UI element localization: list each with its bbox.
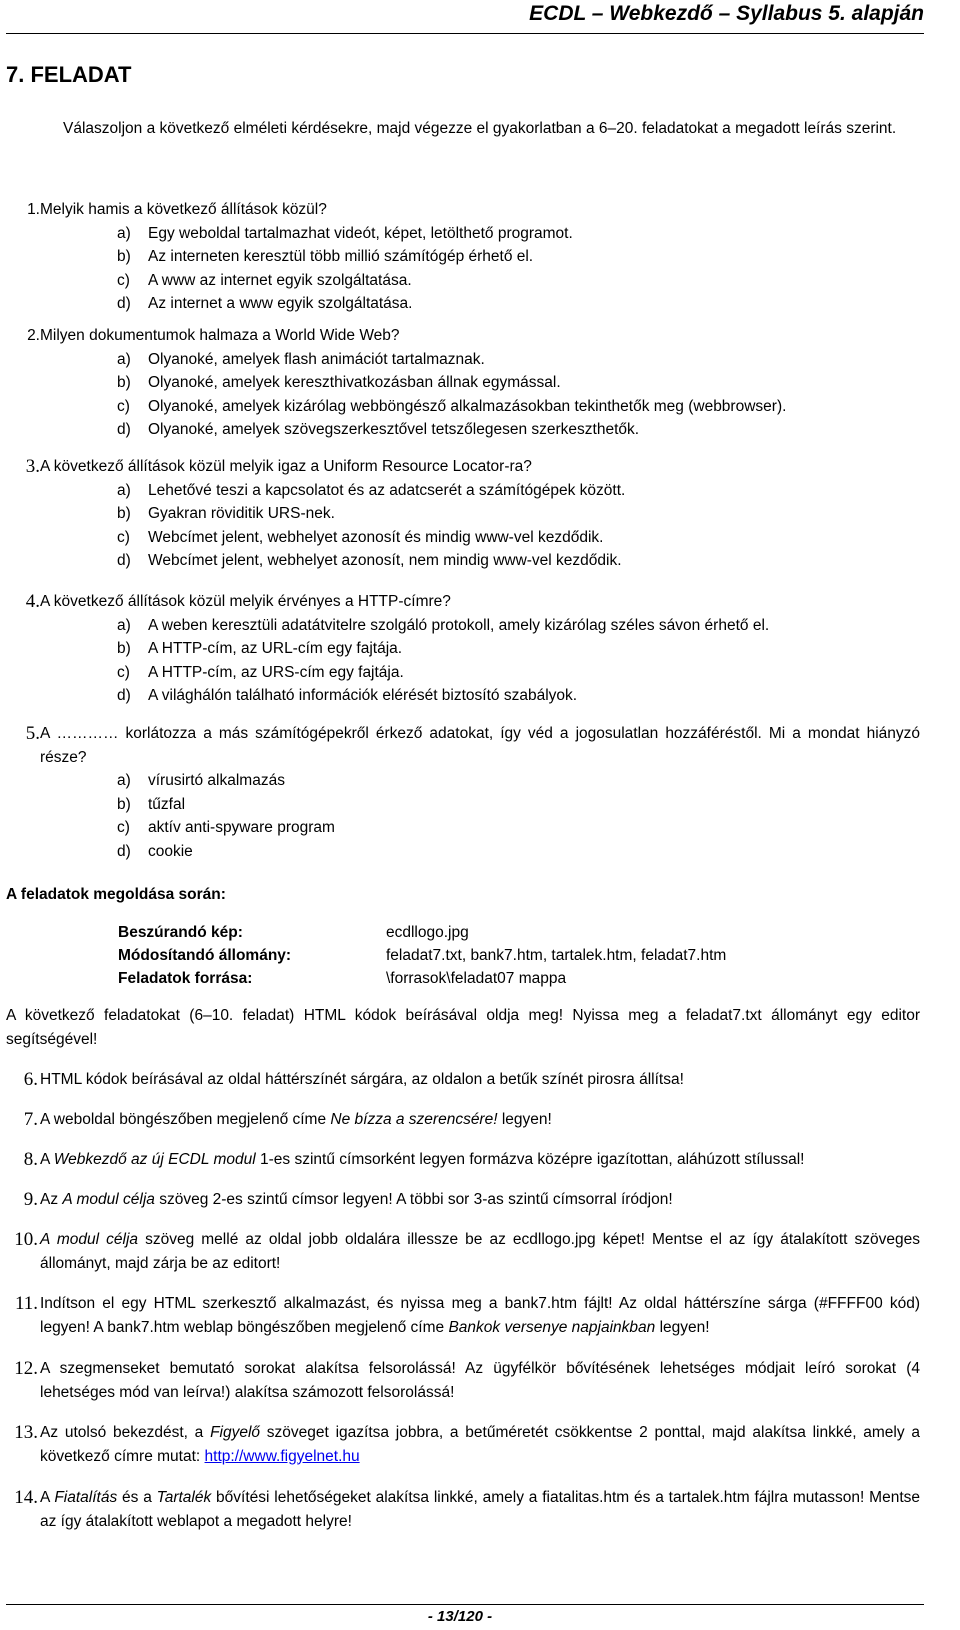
question-1: [0, 198, 960, 316]
task-7: [0, 1108, 960, 1132]
option-text: Olyanoké, amelyek kizárólag webböngésző alkalmazásokban tekinthetők meg (webbrowser).: [148, 397, 787, 415]
option-letter: c): [117, 819, 130, 837]
option-text: Webcímet jelent, webhelyet azonosít és mindig www-vel kezdődik.: [148, 528, 604, 546]
option-text: cookie: [148, 842, 193, 860]
question-number: 3.: [25, 456, 40, 477]
task-number: 8.: [23, 1149, 38, 1170]
option-row: [0, 371, 960, 395]
option-row: [0, 549, 960, 573]
file-label: Beszúrandó kép:: [118, 924, 243, 941]
task-text: A weboldal böngészőben megjelenő címe Ne bízza a szerencsére! legyen!: [40, 1111, 552, 1128]
file-label: Módosítandó állomány:: [118, 947, 292, 964]
task-text: A Fiatalítás és a Tartalék bővítési lehetőségeket alakítsa linkké, amely a fiatalitas.htm és a tartalek.htm fájlra mutasson! Mentse az így átalakított weblapot a megadott helyre!: [40, 1489, 921, 1530]
option-letter: d): [117, 842, 131, 860]
question-4: [0, 590, 960, 708]
option-letter: b): [117, 640, 131, 658]
intro-paragraph: Válaszoljon a következő elméleti kérdésekre, majd végezze el gyakorlatban a 6–20. feladatokat a megadott leírás szerint.: [63, 120, 897, 137]
question-text: A következő állítások közül melyik érvényes a HTTP-címre?: [40, 593, 451, 610]
option-row: [0, 614, 960, 638]
question-text: A ………… korlátozza a más számítógépekről érkező adatokat, így véd a jogosulatlan hozzáféréstől. Mi a mondat hiányzó része?: [40, 725, 920, 766]
task-number: 11.: [14, 1293, 38, 1314]
option-row: [0, 222, 960, 246]
option-text: A HTTP-cím, az URL-cím egy fajtája.: [148, 640, 403, 658]
file-value: ecdllogo.jpg: [386, 924, 469, 941]
option-text: A HTTP-cím, az URS-cím egy fajtája.: [148, 663, 404, 681]
option-text: Az interneten keresztül több millió számítógép érhető el.: [148, 248, 534, 266]
task-12: [0, 1357, 960, 1404]
option-letter: c): [117, 663, 130, 681]
option-text: Olyanoké, amelyek kereszthivatkozásban állnak egymással.: [148, 374, 561, 392]
document-header: ECDL – Webkezdő – Syllabus 5. alapján: [529, 2, 924, 25]
task-number: 13.: [14, 1422, 38, 1443]
option-text: A weben keresztüli adatátvitelre szolgáló protokoll, amely kizárólag széles sávon érhető el.: [148, 616, 770, 634]
task-6: [0, 1068, 960, 1092]
option-text: Olyanoké, amelyek szövegszerkesztővel tetszőlegesen szerkeszthetők.: [148, 421, 640, 439]
option-row: [0, 793, 960, 817]
question-3: [0, 455, 960, 573]
option-letter: a): [117, 350, 131, 368]
page-number: - 13/120 -: [427, 1608, 493, 1625]
file-table: [118, 921, 818, 990]
option-letter: a): [117, 772, 131, 790]
task-8: [0, 1148, 960, 1172]
option-row: [0, 292, 960, 316]
option-row: [0, 769, 960, 793]
option-row: [0, 479, 960, 503]
option-letter: c): [117, 397, 130, 415]
file-row: [118, 944, 818, 967]
task-number: 9.: [23, 1189, 38, 1210]
option-row: [0, 418, 960, 442]
option-text: vírusirtó alkalmazás: [148, 772, 285, 790]
option-row: [0, 502, 960, 526]
task-text: A szegmenseket bemutató sorokat alakítsa felsorolássá! Az ügyfélkör bővítésének lehetséges módjait leíró sorokat (4 lehetséges mód van leírva!) alakítsa számozott felsorolássá!: [40, 1360, 920, 1401]
option-text: Az internet a www egyik szolgáltatása.: [148, 295, 413, 313]
option-letter: c): [117, 271, 130, 289]
option-text: Gyakran röviditik URS-nek.: [148, 505, 335, 523]
page-title: 7. FELADAT: [6, 62, 132, 87]
option-row: [0, 269, 960, 293]
option-text: aktív anti-spyware program: [148, 819, 335, 837]
header-divider: [6, 33, 924, 34]
option-row: [0, 816, 960, 840]
file-value: \forrasok\feladat07 mappa: [386, 970, 567, 987]
task-number: 6.: [23, 1069, 38, 1090]
task-number: 7.: [23, 1109, 38, 1130]
task-number: 10.: [14, 1229, 38, 1250]
task-9: [0, 1188, 960, 1212]
task-text: Indítson el egy HTML szerkesztő alkalmazást, és nyissa meg a bank7.htm fájlt! Az oldal háttérszíne sárga (#FFFF00 kód) legyen! A bank7.htm weblap böngészőben megjelenő címe Bankok versenye napjainkban legyen!: [40, 1295, 920, 1336]
option-letter: a): [117, 224, 131, 242]
solution-heading: A feladatok megoldása során:: [6, 886, 226, 903]
option-letter: c): [117, 528, 130, 546]
file-row: [118, 967, 818, 990]
option-text: A www az internet egyik szolgáltatása.: [148, 271, 412, 289]
option-letter: b): [117, 505, 131, 523]
question-5: [0, 722, 960, 864]
question-number: 1.: [27, 201, 40, 218]
task-14: [0, 1486, 960, 1533]
instructions-paragraph: A következő feladatokat (6–10. feladat) HTML kódok beírásával oldja meg! Nyissa meg a feladat7.txt állományt egy editor segítségével!: [6, 1007, 920, 1048]
question-text: A következő állítások közül melyik igaz a Uniform Resource Locator-ra?: [40, 458, 532, 475]
figyelnet-link[interactable]: http://www.figyelnet.hu: [204, 1447, 360, 1465]
question-number: 2.: [27, 327, 40, 344]
option-text: Lehetővé teszi a kapcsolatot és az adatcserét a számítógépek között.: [148, 481, 626, 499]
option-letter: b): [117, 248, 131, 266]
task-13: [0, 1421, 960, 1468]
task-text: A modul célja szöveg mellé az oldal jobb oldalára illessze be az ecdllogo.jpg képet! Mentse el az így átalakított szöveges állományt, majd zárja be az editort!: [40, 1231, 920, 1272]
option-letter: d): [117, 421, 131, 439]
file-value: feladat7.txt, bank7.htm, tartalek.htm, feladat7.htm: [386, 947, 727, 964]
option-letter: d): [117, 295, 131, 313]
option-text: Egy weboldal tartalmazhat videót, képet, letölthető programot.: [148, 224, 573, 242]
footer-divider: [6, 1604, 924, 1605]
option-letter: b): [117, 374, 131, 392]
option-row: [0, 684, 960, 708]
task-text: A Webkezdő az új ECDL modul 1-es szintű címsorként legyen formázva középre igazítottan, aláhúzott stílussal!: [40, 1151, 805, 1168]
option-letter: a): [117, 481, 131, 499]
option-text: Olyanoké, amelyek flash animációt tartalmaznak.: [148, 350, 485, 368]
question-number: 4.: [25, 591, 40, 612]
option-letter: a): [117, 616, 131, 634]
option-letter: b): [117, 795, 131, 813]
option-row: [0, 395, 960, 419]
question-2: [0, 324, 960, 442]
task-text: HTML kódok beírásával az oldal háttérszínét sárgára, az oldalon a betűk színét pirosra állítsa!: [40, 1071, 684, 1088]
option-text: A világhálón található információk elérését biztosító szabályok.: [148, 687, 578, 705]
question-number: 5.: [25, 723, 40, 744]
option-row: [0, 637, 960, 661]
option-row: [0, 661, 960, 685]
option-letter: d): [117, 687, 131, 705]
option-row: [0, 840, 960, 864]
option-row: [0, 245, 960, 269]
option-row: [0, 348, 960, 372]
task-number: 12.: [14, 1358, 38, 1379]
question-text: Melyik hamis a következő állítások közül?: [40, 201, 327, 218]
task-11: [0, 1292, 960, 1339]
option-text: Webcímet jelent, webhelyet azonosít, nem mindig www-vel kezdődik.: [148, 552, 622, 570]
task-text: Az A modul célja szöveg 2-es szintű címsor legyen! A többi sor 3-as szintű címsorral íródjon!: [40, 1191, 673, 1208]
file-row: [118, 921, 818, 944]
task-text: Az utolsó bekezdést, a Figyelő szöveget igazítsa jobbra, a betűméretét csökkentse 2 ponttal, majd alakítsa linkké, amely a következő címre mutat: http://www.figyelnet.hu: [40, 1424, 920, 1465]
option-text: tűzfal: [148, 795, 186, 813]
task-number: 14.: [14, 1487, 38, 1508]
file-label: Feladatok forrása:: [118, 970, 253, 987]
question-text: Milyen dokumentumok halmaza a World Wide Web?: [40, 327, 400, 344]
option-letter: d): [117, 552, 131, 570]
option-row: [0, 526, 960, 550]
task-10: [0, 1228, 960, 1275]
